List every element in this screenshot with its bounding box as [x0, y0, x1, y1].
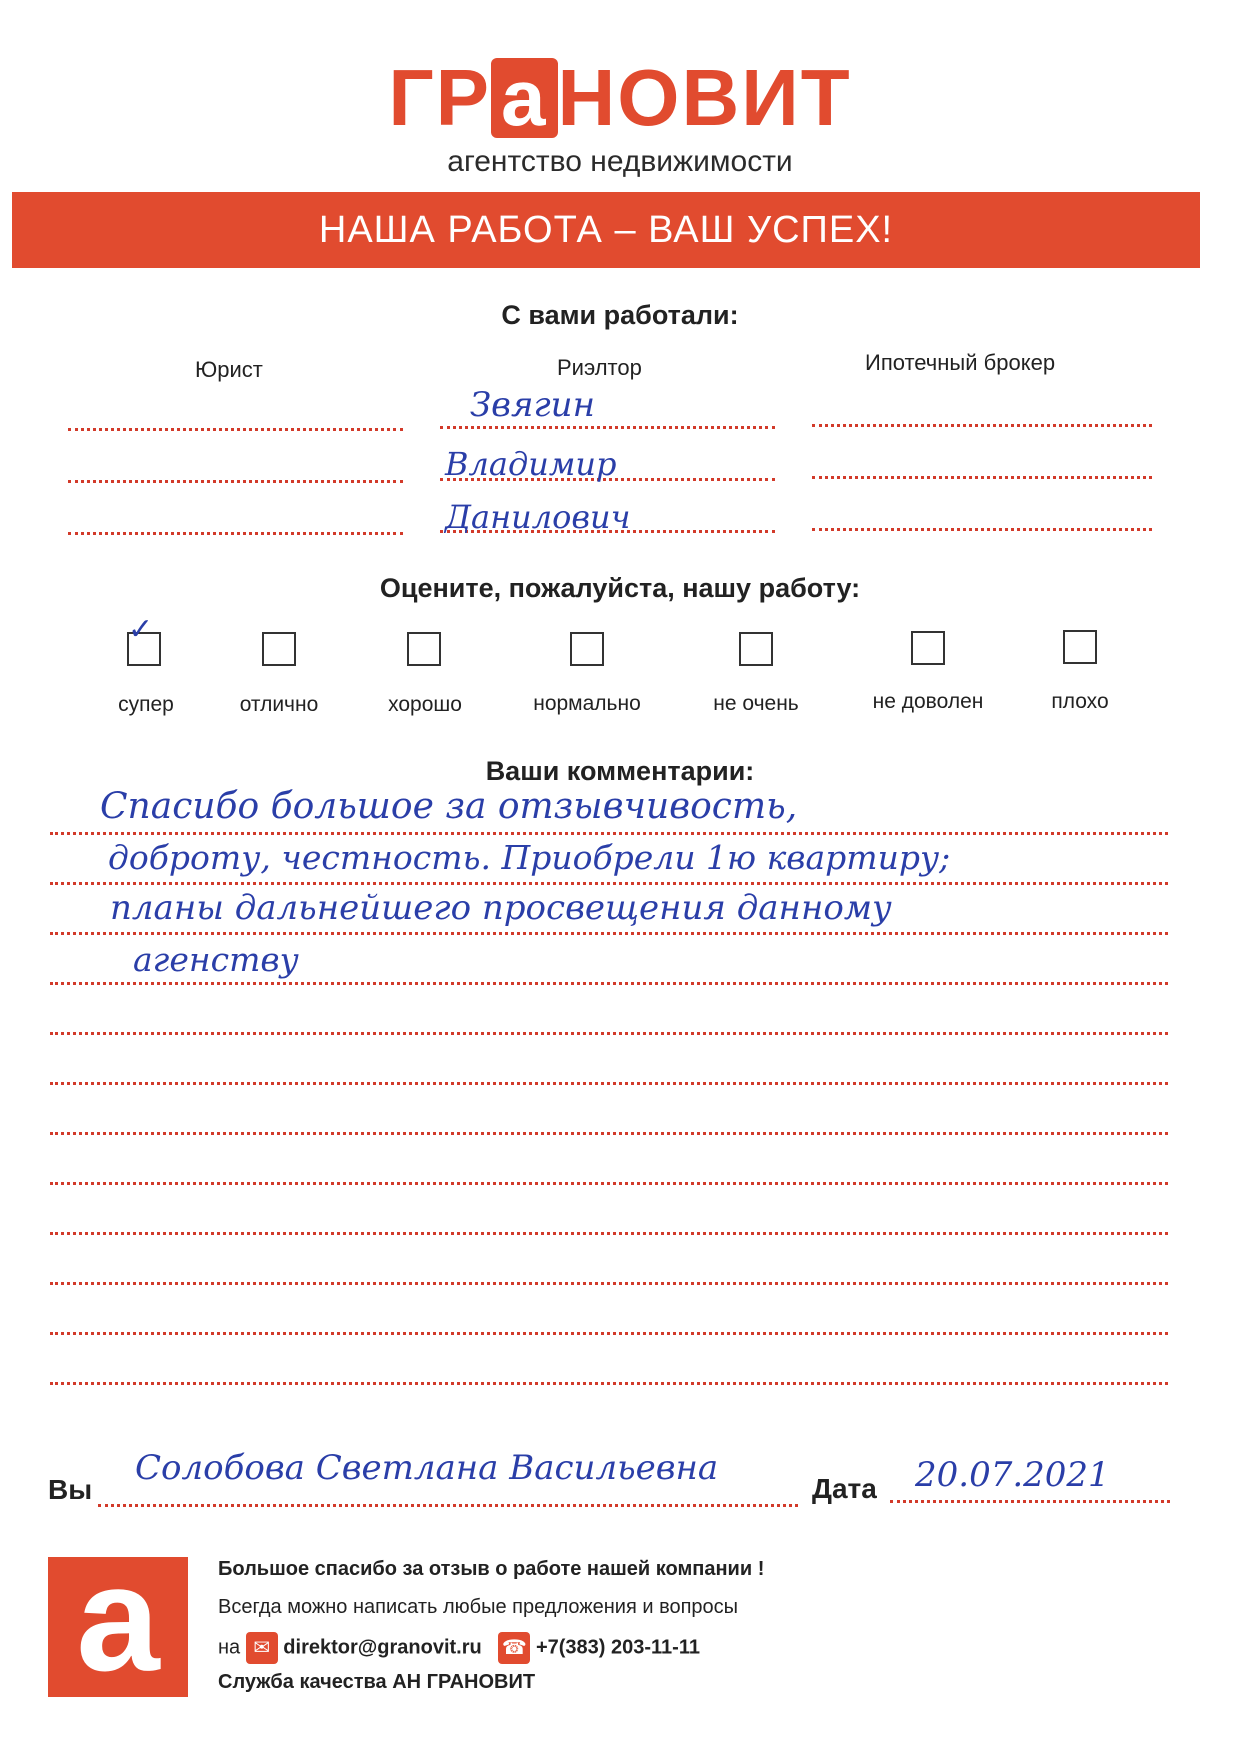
broker-line-3	[812, 528, 1152, 531]
comments-title: Ваши комментарии:	[485, 756, 755, 786]
rating-checkbox-excellent[interactable]	[262, 632, 296, 666]
rating-label-excellent: отлично	[239, 693, 319, 716]
comment-line-8	[50, 1182, 1168, 1185]
footer-thanks: Большое спасибо за отзыв о работе нашей компании !	[218, 1558, 765, 1580]
date-label: Дата	[812, 1473, 877, 1504]
agency-subtitle: агентство недвижимости	[447, 145, 793, 178]
logo-letter-box: а	[491, 58, 558, 138]
realtor-firstname: Владимир	[445, 445, 617, 483]
rating-checkbox-good[interactable]	[407, 632, 441, 666]
broker-line-1	[812, 424, 1152, 427]
comment-text-4: агенству	[133, 940, 299, 979]
rating-label-unsatisfied: не доволен	[872, 690, 984, 713]
footer-invite: Всегда можно написать любые предложения и вопросы	[218, 1596, 739, 1618]
realtor-surname: Звягин	[470, 385, 595, 425]
broker-label: Ипотечный брокер	[865, 350, 1056, 375]
comment-line-11	[50, 1332, 1168, 1335]
slogan-banner: НАША РАБОТА – ВАШ УСПЕХ!	[12, 192, 1200, 268]
lawyer-line-2	[68, 480, 403, 483]
realtor-patronymic: Данилович	[445, 498, 631, 536]
rating-title: Оцените, пожалуйста, нашу работу:	[379, 573, 861, 603]
broker-line-2	[812, 476, 1152, 479]
rating-label-not-very: не очень	[713, 692, 799, 715]
comment-line-2	[50, 882, 1168, 885]
comment-text-2: доброту, честность. Приобрели 1ю квартиру;	[108, 838, 951, 877]
logo-text-right: НОВИТ	[557, 53, 852, 142]
rating-checkbox-not-very[interactable]	[739, 632, 773, 666]
email-link[interactable]: direktor@granovit.ru	[283, 1636, 482, 1659]
staff-title: С вами работали:	[501, 300, 739, 330]
comment-line-1	[50, 832, 1168, 835]
lawyer-label: Юрист	[195, 357, 263, 382]
comment-text-1: Спасибо большое за отзывчивость,	[100, 786, 798, 827]
rating-checkbox-unsatisfied[interactable]	[911, 631, 945, 665]
comment-line-6	[50, 1082, 1168, 1085]
comment-line-9	[50, 1232, 1168, 1235]
envelope-icon: ✉	[246, 1632, 278, 1664]
rating-checkbox-bad[interactable]	[1063, 630, 1097, 664]
checkmark-icon: ✓	[128, 613, 154, 646]
comment-line-4	[50, 982, 1168, 985]
comment-line-7	[50, 1132, 1168, 1135]
rating-label-good: хорошо	[388, 693, 462, 716]
phone-link[interactable]: +7(383) 203-11-11	[535, 1636, 700, 1659]
rating-label-bad: плохо	[1051, 690, 1109, 713]
lawyer-line-1	[68, 428, 403, 431]
footer-quality-service: Служба качества АН ГРАНОВИТ	[218, 1671, 536, 1693]
rating-label-super: супер	[118, 693, 174, 716]
footer-contact-row	[218, 1632, 700, 1664]
date-value: 20.07.2021	[915, 1455, 1110, 1495]
company-logo	[0, 53, 1240, 142]
comment-text-3: планы дальнейшего просвещения данному	[110, 888, 892, 928]
signer-name: Солобова Светлана Васильевна	[135, 1448, 719, 1488]
comment-line-10	[50, 1282, 1168, 1285]
lawyer-line-3	[68, 532, 403, 535]
phone-icon: ☎	[498, 1632, 530, 1664]
rating-checkbox-normal[interactable]	[570, 632, 604, 666]
footer-via: на	[218, 1636, 241, 1659]
you-label: Вы	[48, 1474, 93, 1505]
comment-line-12	[50, 1382, 1168, 1385]
comment-line-3	[50, 932, 1168, 935]
date-line	[890, 1500, 1170, 1503]
logo-text-left: ГР	[388, 53, 492, 142]
rating-label-normal: нормально	[533, 692, 641, 715]
footer-logo: а	[48, 1557, 188, 1697]
realtor-line-1	[440, 426, 775, 429]
name-line	[98, 1504, 798, 1507]
realtor-label: Риэлтор	[557, 355, 642, 380]
comment-line-5	[50, 1032, 1168, 1035]
